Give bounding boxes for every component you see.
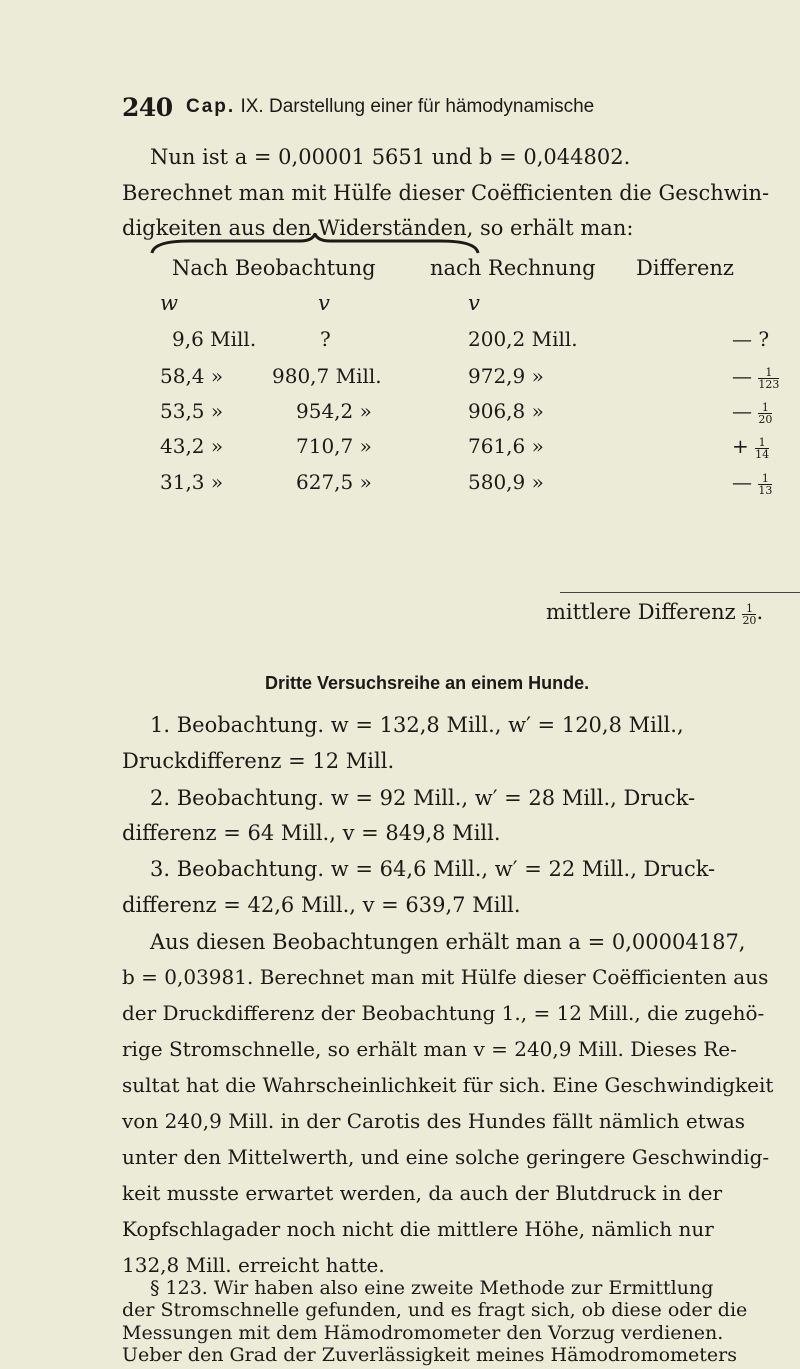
body-line: der Druckdifferenz der Beobachtung 1., = 12 Mill., die zugehö- — [122, 1001, 765, 1025]
fraction-numerator: 1 — [758, 473, 772, 485]
body-line: § 123. Wir haben also eine zweite Methode zur Ermittlung — [150, 1276, 714, 1299]
chapter-title — [186, 96, 594, 118]
diff-sign: — — [732, 327, 752, 351]
section-heading: Dritte Versuchsreihe an einem Hunde. — [265, 673, 590, 693]
diff-sign: — — [732, 470, 752, 494]
cell-w: 31,3 » — [160, 470, 224, 494]
cell-v-calculated: 761,6 » — [468, 434, 544, 458]
cell-v-observed: 710,7 » — [296, 434, 372, 458]
body-line: rige Stromschnelle, so erhält man v = 240,9 Mill. Dieses Re- — [122, 1037, 737, 1061]
diff-fraction — [758, 473, 772, 496]
body-line: Kopfschlagader noch nicht die mittlere Höhe, nämlich nur — [122, 1217, 714, 1241]
fraction-numerator: 1 — [758, 402, 772, 414]
body-line: 132,8 Mill. erreicht hatte. — [122, 1253, 385, 1277]
subheader-w: w — [160, 291, 178, 315]
body-line: keit musste erwartet werden, da auch der Blutdruck in der — [122, 1181, 723, 1205]
body-line: von 240,9 Mill. in der Carotis des Hundes fällt nämlich etwas — [122, 1109, 746, 1133]
fraction-denominator: 20 — [742, 614, 757, 627]
body-line: Ueber den Grad der Zuverlässigkeit meines Hämodromometers — [122, 1344, 738, 1366]
diff-fraction — [758, 402, 772, 425]
fraction-numerator: 1 — [755, 437, 769, 449]
mean-difference-period: . — [756, 600, 764, 624]
body-line: b = 0,03981. Berechnet man mit Hülfe dieser Coëfficienten aus — [122, 965, 769, 989]
mean-difference — [546, 600, 763, 626]
cell-w: 53,5 » — [160, 399, 224, 423]
fraction-numerator: 1 — [742, 603, 756, 615]
diff-value: ? — [758, 327, 770, 351]
chapter-title-text: IX. Darstellung einer für hämodynamische — [235, 96, 595, 117]
subheader-v-calculated: v — [468, 291, 480, 315]
intro-line-3: digkeiten aus den Widerständen, so erhält man: — [122, 216, 634, 240]
cell-v-calculated: 200,2 Mill. — [468, 327, 578, 351]
cell-difference — [732, 364, 779, 390]
cell-v-observed: 980,7 Mill. — [272, 364, 382, 388]
intro-line-2: Berechnet man mit Hülfe dieser Coëfficienten die Geschwin- — [122, 181, 770, 205]
cell-difference — [732, 327, 769, 351]
body-line: 3. Beobachtung. w = 64,6 Mill., w′ = 22 Mill., Druck- — [150, 857, 716, 881]
fraction-denominator: 14 — [755, 448, 770, 461]
subheader-v-observed: v — [318, 291, 330, 315]
fraction-numerator: 1 — [758, 367, 779, 379]
body-line: unter den Mittelwerth, und eine solche geringere Geschwindig- — [122, 1145, 770, 1169]
fraction-denominator: 123 — [758, 378, 780, 391]
cell-v-observed: 627,5 » — [296, 470, 372, 494]
cell-v-observed: ? — [320, 327, 331, 351]
fraction-denominator: 20 — [758, 413, 773, 426]
intro-line-1: Nun ist a = 0,00001 5651 und b = 0,044802. — [150, 145, 631, 169]
header-difference: Differenz — [636, 256, 734, 280]
diff-sign: + — [732, 434, 749, 458]
body-line: 2. Beobachtung. w = 92 Mill., w′ = 28 Mill., Druck- — [150, 786, 696, 810]
diff-sign: — — [732, 399, 752, 423]
brace-icon — [150, 233, 480, 255]
cell-w: 9,6 Mill. — [172, 327, 257, 351]
cell-w: 43,2 » — [160, 434, 224, 458]
page-number: 240 — [122, 93, 173, 122]
body-line: Messungen mit dem Hämodromometer den Vorzug verdienen. — [122, 1321, 724, 1344]
body-line: Druckdifferenz = 12 Mill. — [122, 749, 395, 773]
body-line: differenz = 42,6 Mill., v = 639,7 Mill. — [122, 893, 521, 917]
running-header — [122, 93, 800, 123]
header-observation: Nach Beobachtung — [172, 256, 376, 280]
cell-difference — [732, 470, 772, 496]
cell-v-calculated: 972,9 » — [468, 364, 544, 388]
fraction-denominator: 13 — [758, 484, 773, 497]
cell-v-observed: 954,2 » — [296, 399, 372, 423]
body-line: differenz = 64 Mill., v = 849,8 Mill. — [122, 821, 501, 845]
diff-fraction — [758, 367, 779, 390]
table-rule — [560, 592, 800, 593]
chapter-label: Cap. — [186, 96, 236, 117]
diff-sign: — — [732, 364, 752, 388]
cell-difference — [732, 434, 769, 460]
mean-difference-fraction — [742, 603, 756, 626]
diff-fraction — [755, 437, 769, 460]
cell-difference — [732, 399, 772, 425]
cell-v-calculated: 906,8 » — [468, 399, 544, 423]
cell-v-calculated: 580,9 » — [468, 470, 544, 494]
cell-w: 58,4 » — [160, 364, 224, 388]
mean-difference-label: mittlere Differenz — [546, 600, 736, 624]
body-line: 1. Beobachtung. w = 132,8 Mill., w′ = 120,8 Mill., — [150, 713, 684, 737]
body-line: der Stromschnelle gefunden, und es fragt sich, ob diese oder die — [122, 1299, 748, 1321]
body-line: Aus diesen Beobachtungen erhält man a = 0,00004187, — [150, 930, 746, 954]
header-calculation: nach Rechnung — [430, 256, 596, 280]
body-line: sultat hat die Wahrscheinlichkeit für sich. Eine Geschwindigkeit — [122, 1073, 774, 1097]
